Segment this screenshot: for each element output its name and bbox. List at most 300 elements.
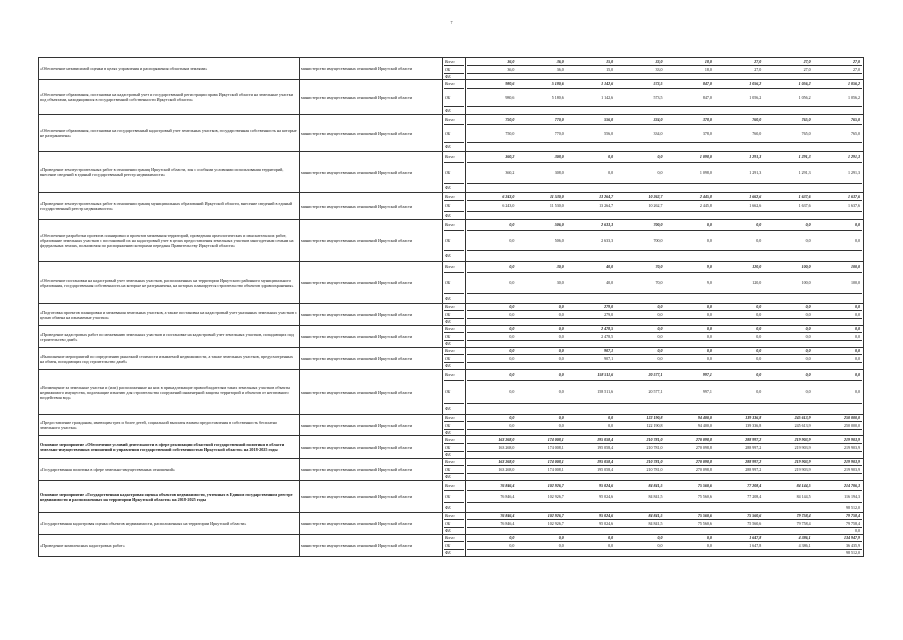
value-cell: 195 058,4 <box>597 467 614 472</box>
responsible-executor: министерство имущественных отношений Иркутской области <box>300 152 443 193</box>
value-cell: 102 926,7 <box>547 521 564 526</box>
funding-source-label: Всего <box>444 436 464 444</box>
value-cell <box>665 74 714 79</box>
funding-source-label: ОБ <box>444 125 464 143</box>
activity-name: «Государственная политика в сфере земельно-имущественных отношений» <box>39 459 300 481</box>
value-cell: 95 024,6 <box>599 483 614 488</box>
value-cell: 84 841,5 <box>648 494 663 499</box>
activity-name: «Проведение землеустроительных работ в отношении границ муниципальных образований Иркутской области, внесение сведений в единый государственный реестр недвижимости» <box>39 193 300 220</box>
value-cell: 27,0 <box>754 59 762 64</box>
value-cell <box>516 319 565 325</box>
budget-table <box>38 57 864 557</box>
value-cell: 0,0 <box>558 356 564 361</box>
value-cell <box>467 452 516 458</box>
table-row <box>39 152 864 193</box>
value-cell: 122 190,8 <box>646 423 663 428</box>
value-cell: 245 613,9 <box>794 423 811 428</box>
value-cell: 116 194,3 <box>844 494 860 499</box>
responsible-executor: министерство имущественных отношений Иркутской области <box>300 262 443 304</box>
value-cell: 0,0 <box>805 238 811 243</box>
value-cell <box>665 184 714 192</box>
value-cell: 158 511,6 <box>597 372 614 377</box>
value-cell: 219 903,9 <box>844 437 860 442</box>
value-cell <box>467 550 516 556</box>
activity-name: «Возмещение за земельные участки и (или) расположенные на них в принадлежащие правообладателям таких земельных участков объекты недвижимого имущества, подлежащие изъятию для строительства сооружений инженерной защиты территорий и объектов от негативного воздействия вод» <box>39 370 300 415</box>
value-cell: 0,0 <box>855 304 860 309</box>
activity-name: «Обеспечение постановки на кадастровый учет земельных участков, расположенных на территории Иркутского районного муниципального образования, государственная собственность на которые не разграничена, на которых планируется строительство объектов здравоохранения» <box>39 262 300 304</box>
value-cell: 270 098,8 <box>695 445 712 450</box>
value-cell: 0,0 <box>509 543 515 548</box>
funding-source-label: ФБ <box>445 474 451 479</box>
funding-source-label: ОБ <box>444 66 464 74</box>
funding-source-label: Всего <box>444 513 464 520</box>
value-cell: 1 647,8 <box>749 535 762 540</box>
value-cell: 84 144,5 <box>796 483 811 488</box>
value-cell: 0,0 <box>608 170 614 175</box>
value-cell <box>813 251 862 261</box>
value-cell: 0,0 <box>855 356 860 361</box>
funding-source-label: ФБ <box>445 341 451 346</box>
value-cell: 27,0 <box>853 67 860 72</box>
value-cell: 219 903,9 <box>844 459 860 464</box>
value-cell: 0,0 <box>608 543 614 548</box>
value-cell: 0,0 <box>756 348 762 353</box>
value-cell: 0,0 <box>509 238 515 243</box>
value-cell: 0,0 <box>558 543 564 548</box>
funding-source-cell <box>443 481 466 513</box>
value-cell: 765,0 <box>801 131 811 136</box>
value-cell: 1 291,3 <box>848 154 860 159</box>
value-cell <box>516 74 565 79</box>
value-cell <box>714 550 763 556</box>
funding-source-label: Всего <box>444 193 464 201</box>
value-cell <box>763 550 812 556</box>
value-cell: 163 268,0 <box>498 445 515 450</box>
value-cell: 0,0 <box>509 389 515 394</box>
value-cell <box>615 528 664 534</box>
value-cell: 134 947,9 <box>844 535 860 540</box>
value-cell: 0,0 <box>558 312 564 317</box>
value-cell <box>665 528 714 534</box>
value-cell: 250 000,0 <box>844 415 860 420</box>
value-cell <box>714 363 763 369</box>
yearly-values <box>466 481 864 513</box>
value-cell: 11 530,0 <box>549 203 564 208</box>
value-cell: 760,0 <box>752 131 762 136</box>
yearly-values <box>466 348 864 370</box>
value-cell <box>665 503 714 512</box>
funding-source-label: Всего <box>444 152 464 163</box>
value-cell: 75 560,6 <box>697 494 712 499</box>
value-cell <box>665 452 714 458</box>
value-cell <box>615 474 664 480</box>
value-cell: 700,0 <box>653 222 663 227</box>
value-cell: 360,2 <box>505 154 515 159</box>
value-cell: 219 903,9 <box>844 467 860 472</box>
funding-source-cell <box>443 459 466 481</box>
value-cell: 1 098,0 <box>699 154 712 159</box>
value-cell: 4 386,1 <box>798 535 811 540</box>
value-cell: 0,0 <box>558 423 564 428</box>
value-cell: 15,0 <box>606 67 614 72</box>
funding-source-label: Всего <box>444 304 464 311</box>
value-cell: 506,0 <box>554 222 564 227</box>
activity-name: «Обеспечение независимой оценки в целях управления и распоряжения областным землями» <box>39 58 300 80</box>
activity-name: «Проведение кадастровых работ по межеванию земельных участков и постановке на кадастровый учет земельных участков, попадающих под строительство дамб» <box>39 326 300 348</box>
value-cell: 765,0 <box>851 117 860 122</box>
value-cell: 2 445,8 <box>699 203 712 208</box>
value-cell: 980,6 <box>505 81 515 86</box>
value-cell <box>714 341 763 347</box>
value-cell: 907,1 <box>604 348 614 353</box>
funding-source-label: ОБ <box>444 163 464 184</box>
funding-source-label: ФБ <box>445 144 451 149</box>
value-cell: 122 190,8 <box>646 415 663 420</box>
value-cell <box>763 251 812 261</box>
value-cell: 95 024,6 <box>599 494 614 499</box>
value-cell: 84 144,5 <box>796 494 811 499</box>
value-cell <box>665 550 714 556</box>
value-cell <box>467 143 516 151</box>
yearly-values <box>466 459 864 481</box>
value-cell: 98 512,0 <box>846 550 860 555</box>
value-cell: 77 208,4 <box>747 494 762 499</box>
yearly-values <box>466 220 864 262</box>
value-cell: 308,0 <box>554 170 564 175</box>
responsible-executor: министерство имущественных отношений Иркутской области <box>300 415 443 436</box>
funding-source-cell <box>443 262 466 304</box>
value-cell: 0,0 <box>558 348 564 353</box>
value-cell: 0,0 <box>657 304 663 309</box>
value-cell <box>665 474 714 480</box>
value-cell: 0,0 <box>509 326 515 331</box>
activity-name: «Обеспечение образования, постановки на государственный кадастровый учет земельных участков, государственная собственность на которые не разграничена» <box>39 115 300 152</box>
value-cell <box>714 294 763 303</box>
table-row <box>39 58 864 80</box>
value-cell: 6 243,0 <box>502 203 515 208</box>
activity-name: «Выполнение мероприятий по определению рыночной стоимости изымаемой недвижимости, а также земельных участков, предусмотренных на обмен, попадающих под строительство дамб» <box>39 348 300 370</box>
value-cell: 102 926,7 <box>547 513 564 518</box>
value-cell <box>566 528 615 534</box>
value-cell <box>813 341 862 347</box>
value-cell <box>615 452 664 458</box>
value-cell: 0,0 <box>706 222 712 227</box>
value-cell: 0,0 <box>805 389 811 394</box>
value-cell: 0,0 <box>855 326 860 331</box>
yearly-values <box>466 152 864 193</box>
value-cell: 79 758,4 <box>796 521 811 526</box>
funding-source-cell <box>443 348 466 370</box>
value-cell: 279,0 <box>604 304 614 309</box>
value-cell: 250 000,0 <box>844 423 860 428</box>
value-cell <box>714 528 763 534</box>
value-cell: 1 637,6 <box>798 194 811 199</box>
funding-source-label: ОБ <box>444 466 464 474</box>
value-cell: 0,0 <box>706 334 712 339</box>
value-cell: 174 008,1 <box>547 467 564 472</box>
value-cell <box>763 143 812 151</box>
value-cell: 0,0 <box>608 154 614 159</box>
value-cell: 100,0 <box>801 264 811 269</box>
yearly-values <box>466 58 864 80</box>
value-cell: 270 098,8 <box>695 437 712 442</box>
value-cell: 9,0 <box>706 264 712 269</box>
value-cell <box>516 294 565 303</box>
value-cell: 0,0 <box>756 356 762 361</box>
activity-name: «Проведение землеустроительных работ в отношении границ Иркутской области, зон с особыми условиями использования территорий, внесение сведений в единый государственный реестр недвижимости» <box>39 152 300 193</box>
value-cell <box>566 294 615 303</box>
table-row <box>39 481 864 513</box>
value-cell: 0,0 <box>706 543 712 548</box>
value-cell: 770,0 <box>554 131 564 136</box>
table-row <box>39 115 864 152</box>
value-cell: 1 056,2 <box>798 81 811 86</box>
value-cell <box>763 212 812 219</box>
table-row <box>39 80 864 115</box>
value-cell <box>615 319 664 325</box>
value-cell <box>813 404 862 414</box>
value-cell <box>467 341 516 347</box>
funding-source-label: ФБ <box>445 430 451 435</box>
value-cell: 20 577,1 <box>648 372 663 377</box>
activity-name: «Государственная кадастровая оценка объектов недвижимости, расположенных на территории Иркутской области» <box>39 513 300 535</box>
funding-source-label: ФБ <box>445 74 451 79</box>
value-cell: 174 008,1 <box>547 459 564 464</box>
funding-source-cell <box>443 436 466 459</box>
value-cell <box>615 107 664 114</box>
value-cell <box>467 212 516 219</box>
funding-source-label: ОБ <box>444 311 464 319</box>
funding-source-label: ФБ <box>445 363 451 368</box>
value-cell <box>467 74 516 79</box>
funding-source-cell <box>443 415 466 436</box>
value-cell: 0,0 <box>509 280 515 285</box>
value-cell: 100,0 <box>851 280 860 285</box>
value-cell: 0,0 <box>756 238 762 243</box>
yearly-values <box>466 193 864 220</box>
value-cell: 0,0 <box>558 535 564 540</box>
value-cell <box>763 107 812 114</box>
value-cell: 13 264,7 <box>599 203 614 208</box>
value-cell: 0,0 <box>706 348 712 353</box>
value-cell: 15,0 <box>606 59 614 64</box>
value-cell <box>516 452 565 458</box>
value-cell: 0,0 <box>509 304 515 309</box>
value-cell <box>615 363 664 369</box>
value-cell: 288 997,2 <box>745 445 762 450</box>
responsible-executor: министерство имущественных отношений Иркутской области <box>300 370 443 415</box>
table-row <box>39 348 864 370</box>
value-cell <box>665 341 714 347</box>
value-cell: 0,0 <box>805 326 811 331</box>
value-cell: 13 264,7 <box>599 194 614 199</box>
value-cell <box>763 74 812 79</box>
value-cell: 2 478,5 <box>601 326 614 331</box>
value-cell <box>516 341 565 347</box>
value-cell: 0,0 <box>509 356 515 361</box>
value-cell: 10 262,7 <box>648 203 663 208</box>
funding-source-label: ОБ <box>444 231 464 251</box>
value-cell: 219 903,9 <box>794 437 811 442</box>
value-cell: 1 291,3 <box>848 170 860 175</box>
responsible-executor: министерство имущественных отношений Иркутской области <box>300 459 443 481</box>
value-cell: 0,0 <box>756 389 762 394</box>
funding-source-label: Всего <box>444 370 464 381</box>
value-cell: 0,0 <box>855 222 860 227</box>
value-cell: 30,0 <box>556 264 564 269</box>
value-cell: 1 291,3 <box>798 170 811 175</box>
value-cell: 0,0 <box>805 372 811 377</box>
value-cell: 11 530,0 <box>549 194 564 199</box>
yearly-values <box>466 436 864 459</box>
value-cell <box>763 294 812 303</box>
responsible-executor: министерство имущественных отношений Иркутской области <box>300 513 443 535</box>
value-cell <box>813 474 862 480</box>
value-cell: 0,0 <box>855 528 860 533</box>
value-cell: 139 336,8 <box>745 423 762 428</box>
value-cell: 95 024,6 <box>599 521 614 526</box>
value-cell: 27,0 <box>853 59 860 64</box>
value-cell: 1 098,0 <box>699 170 712 175</box>
value-cell: 102 926,7 <box>547 483 564 488</box>
table-row <box>39 459 864 481</box>
value-cell <box>665 212 714 219</box>
funding-source-cell <box>443 304 466 326</box>
funding-source-label: ФБ <box>445 296 451 301</box>
yearly-values <box>466 262 864 304</box>
value-cell <box>665 294 714 303</box>
funding-source-label: ОБ <box>444 444 464 452</box>
value-cell: 1 662,6 <box>749 194 762 199</box>
yearly-values <box>466 535 864 557</box>
value-cell <box>467 184 516 192</box>
value-cell: 70,0 <box>655 264 663 269</box>
value-cell: 1 056,2 <box>848 81 860 86</box>
value-cell: 270 098,8 <box>695 459 712 464</box>
responsible-executor: министерство имущественных отношений Иркутской области <box>300 80 443 115</box>
value-cell: 0,0 <box>509 222 515 227</box>
value-cell: 1 637,6 <box>848 194 860 199</box>
value-cell: 18,0 <box>704 59 712 64</box>
activity-name: «Обеспечение разработки проектов планировки и проектов межевания территорий, проведения археологических и изыскательских работ, образование земельных участков с постановкой их на кадастровый учет в целях предоставления земельных участков многодетным семьям на федеральных землях, полномочия по распоряжению которыми переданы Правительству Иркутской области» <box>39 220 300 262</box>
table-row <box>39 326 864 348</box>
value-cell <box>566 74 615 79</box>
table-row <box>39 513 864 535</box>
value-cell: 0,0 <box>558 334 564 339</box>
value-cell: 20 577,1 <box>648 389 663 394</box>
value-cell <box>615 503 664 512</box>
value-cell: 1 056,2 <box>749 95 762 100</box>
value-cell: 245 613,9 <box>794 415 811 420</box>
value-cell: 0,0 <box>805 312 811 317</box>
value-cell: 0,0 <box>558 326 564 331</box>
value-cell: 5 180,6 <box>551 95 564 100</box>
value-cell: 556,0 <box>604 131 614 136</box>
value-cell <box>566 550 615 556</box>
value-cell: 847,0 <box>702 95 712 100</box>
value-cell: 18,0 <box>704 67 712 72</box>
value-cell: 1 662,6 <box>749 203 762 208</box>
value-cell: 30,0 <box>556 280 564 285</box>
table-row <box>39 193 864 220</box>
value-cell <box>714 184 763 192</box>
value-cell: 0,0 <box>805 356 811 361</box>
value-cell <box>566 319 615 325</box>
value-cell: 0,0 <box>855 238 860 243</box>
activity-name: Основное мероприятие «Государственная кадастровая оценка объектов недвижимости, учтенных в Едином государственном реестре недвижимости и расположенных на территории Иркутской области» на 2018-2025 годы <box>39 481 300 513</box>
value-cell <box>714 212 763 219</box>
value-cell: 0,0 <box>509 334 515 339</box>
value-cell: 2 633,3 <box>601 238 614 243</box>
value-cell: 76 846,4 <box>500 521 515 526</box>
value-cell: 360,2 <box>505 170 515 175</box>
funding-source-label: Всего <box>444 58 464 66</box>
funding-source-label: ОБ <box>444 422 464 430</box>
funding-source-label: ОБ <box>444 381 464 404</box>
value-cell <box>763 341 812 347</box>
value-cell: 0,0 <box>558 304 564 309</box>
value-cell <box>615 212 664 219</box>
value-cell: 0,0 <box>608 415 614 420</box>
value-cell: 84 841,5 <box>648 521 663 526</box>
value-cell: 75 560,6 <box>747 513 762 518</box>
funding-source-label: Всего <box>444 481 464 491</box>
value-cell: 79 758,4 <box>846 521 860 526</box>
value-cell: 765,0 <box>851 131 860 136</box>
value-cell: 288 997,2 <box>745 459 762 464</box>
value-cell <box>615 550 664 556</box>
activity-name: «Проведение комплексных кадастровых работ» <box>39 535 300 557</box>
value-cell: 0,0 <box>706 238 712 243</box>
value-cell: 210 781,0 <box>646 445 663 450</box>
funding-source-label: ФБ <box>445 253 451 258</box>
funding-source-label: ОБ <box>444 355 464 363</box>
table-row <box>39 535 864 557</box>
funding-source-label: ОБ <box>444 273 464 294</box>
value-cell: 40,0 <box>606 280 614 285</box>
funding-source-label: Всего <box>444 80 464 89</box>
value-cell <box>714 452 763 458</box>
value-cell: 76 846,4 <box>500 494 515 499</box>
value-cell: 75 560,6 <box>697 513 712 518</box>
value-cell: 288 997,2 <box>745 467 762 472</box>
funding-source-cell <box>443 58 466 80</box>
funding-source-label: Всего <box>444 115 464 125</box>
value-cell: 0,0 <box>855 334 860 339</box>
funding-source-label: ФБ <box>445 213 451 218</box>
funding-source-label: ФБ <box>445 528 451 533</box>
value-cell: 0,0 <box>855 312 860 317</box>
value-cell <box>813 294 862 303</box>
funding-source-cell <box>443 326 466 348</box>
funding-source-label: ОБ <box>444 520 464 528</box>
yearly-values <box>466 80 864 115</box>
value-cell: 0,0 <box>657 334 663 339</box>
value-cell <box>763 363 812 369</box>
funding-source-cell <box>443 513 466 535</box>
value-cell: 36,0 <box>556 59 564 64</box>
value-cell <box>714 474 763 480</box>
value-cell: 79 758,4 <box>796 513 811 518</box>
funding-source-cell <box>443 535 466 557</box>
responsible-executor: министерство имущественных отношений Иркутской области <box>300 436 443 459</box>
value-cell: 100,0 <box>801 280 811 285</box>
funding-source-label: Всего <box>444 348 464 355</box>
value-cell <box>467 319 516 325</box>
value-cell <box>813 184 862 192</box>
yearly-values <box>466 513 864 535</box>
value-cell: 1 142,6 <box>601 95 614 100</box>
